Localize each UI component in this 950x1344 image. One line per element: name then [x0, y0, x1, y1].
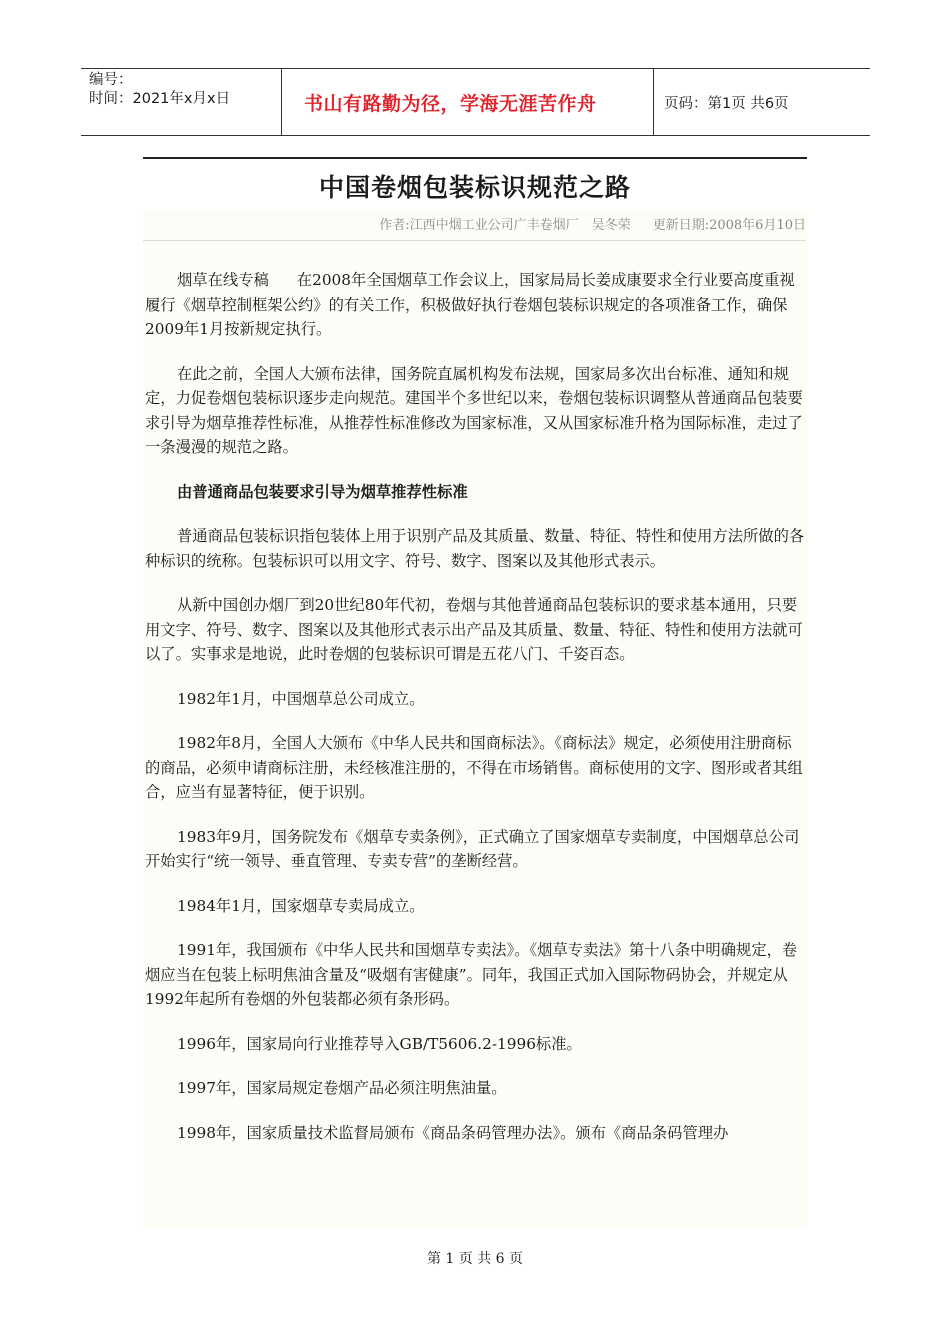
section-heading: 由普通商品包装要求引导为烟草推荐性标准	[177, 482, 468, 501]
byline-divider	[143, 240, 806, 241]
paragraph: 普通商品包装标识指包装体上用于识别产品及其质量、数量、特征、特性和使用方法所做的各种标识的统称。包装标识可以用文字、符号、数字、图案以及其他形式表示。	[145, 527, 805, 570]
time-label: 时间：2021年x月x日	[89, 91, 231, 107]
header-motto: 书山有路勤为径，学海无涯苦作舟	[281, 69, 654, 135]
paragraph	[145, 268, 805, 342]
paragraph: 1982年8月，全国人大颁布《中华人民共和国商标法》。《商标法》规定，必须使用注册商标的商品，必须申请商标注册，未经核准注册的，不得在市场销售。商标使用的文字、图形或者其组合，应当有显著特征，便于识别。	[145, 734, 803, 801]
paragraph: 1998年，国家质量技术监督局颁布《商品条码管理办法》。颁布《商品条码管理办	[177, 1123, 729, 1142]
paragraph: 在此之前，全国人大颁布法律，国务院直属机构发布法规，国家局多次出台标准、通知和规定，力促卷烟包装标识逐步走向规范。建国半个多世纪以来，卷烟包装标识调整从普通商品包装要求引导为烟草推荐性标准，从推荐性标准修改为国家标准，又从国家标准升格为国际标准，走过了一条漫漫的规范之路。	[145, 364, 803, 456]
paragraph: 1991年，我国颁布《中华人民共和国烟草专卖法》。《烟草专卖法》第十八条中明确规定，卷烟应当在包装上标明焦油含量及“吸烟有害健康”。同年，我国正式加入国际物码协会，并规定从1992年起所有卷烟的外包装都必须有条形码。	[145, 941, 798, 1008]
article-title: 中国卷烟包装标识规范之路	[318, 173, 631, 202]
article-author: 作者:江西中烟工业公司广丰卷烟厂 吴冬荣	[379, 218, 631, 233]
header-table	[81, 68, 870, 136]
header-page-code: 页码：第1页 共6页	[664, 95, 789, 112]
paragraph: 1982年1月，中国烟草总公司成立。	[177, 689, 425, 708]
article-body	[145, 268, 805, 1165]
lead-source: 烟草在线专稿	[177, 271, 269, 289]
article-updated: 更新日期:2008年6月10日	[652, 218, 806, 233]
title-divider	[143, 157, 807, 159]
header-meta	[81, 69, 281, 135]
paragraph: 从新中国创办烟厂到20世纪80年代初，卷烟与其他普通商品包装标识的要求基本通用，只要用文字、符号、数字、图案以及其他形式表示出产品及其质量、数量、特征、特性和使用方法就可以了。实事求是地说，此时卷烟的包装标识可谓是五花八门、千姿百态。	[145, 596, 803, 663]
paragraph: 1984年1月，国家烟草专卖局成立。	[177, 896, 425, 915]
paragraph: 1996年，国家局向行业推荐导入GB/T5606.2-1996标准。	[177, 1034, 582, 1053]
number-label: 编号：	[89, 72, 133, 88]
paragraph-text: 在2008年全国烟草工作会议上，国家局局长姜成康要求全行业要高度重视履行《烟草控制框架公约》的有关工作，积极做好执行卷烟包装标识规定的各项准备工作，确保2009年1月按新规定执行。	[145, 271, 795, 338]
paragraph: 1983年9月，国务院发布《烟草专卖条例》，正式确立了国家烟草专卖制度，中国烟草总公司开始实行“统一领导、垂直管理、专卖专营”的垄断经营。	[145, 827, 800, 870]
page-footer: 第 1 页 共 6 页	[426, 1251, 524, 1267]
article-byline	[143, 214, 806, 233]
paragraph: 1997年，国家局规定卷烟产品必须注明焦油量。	[177, 1079, 507, 1097]
